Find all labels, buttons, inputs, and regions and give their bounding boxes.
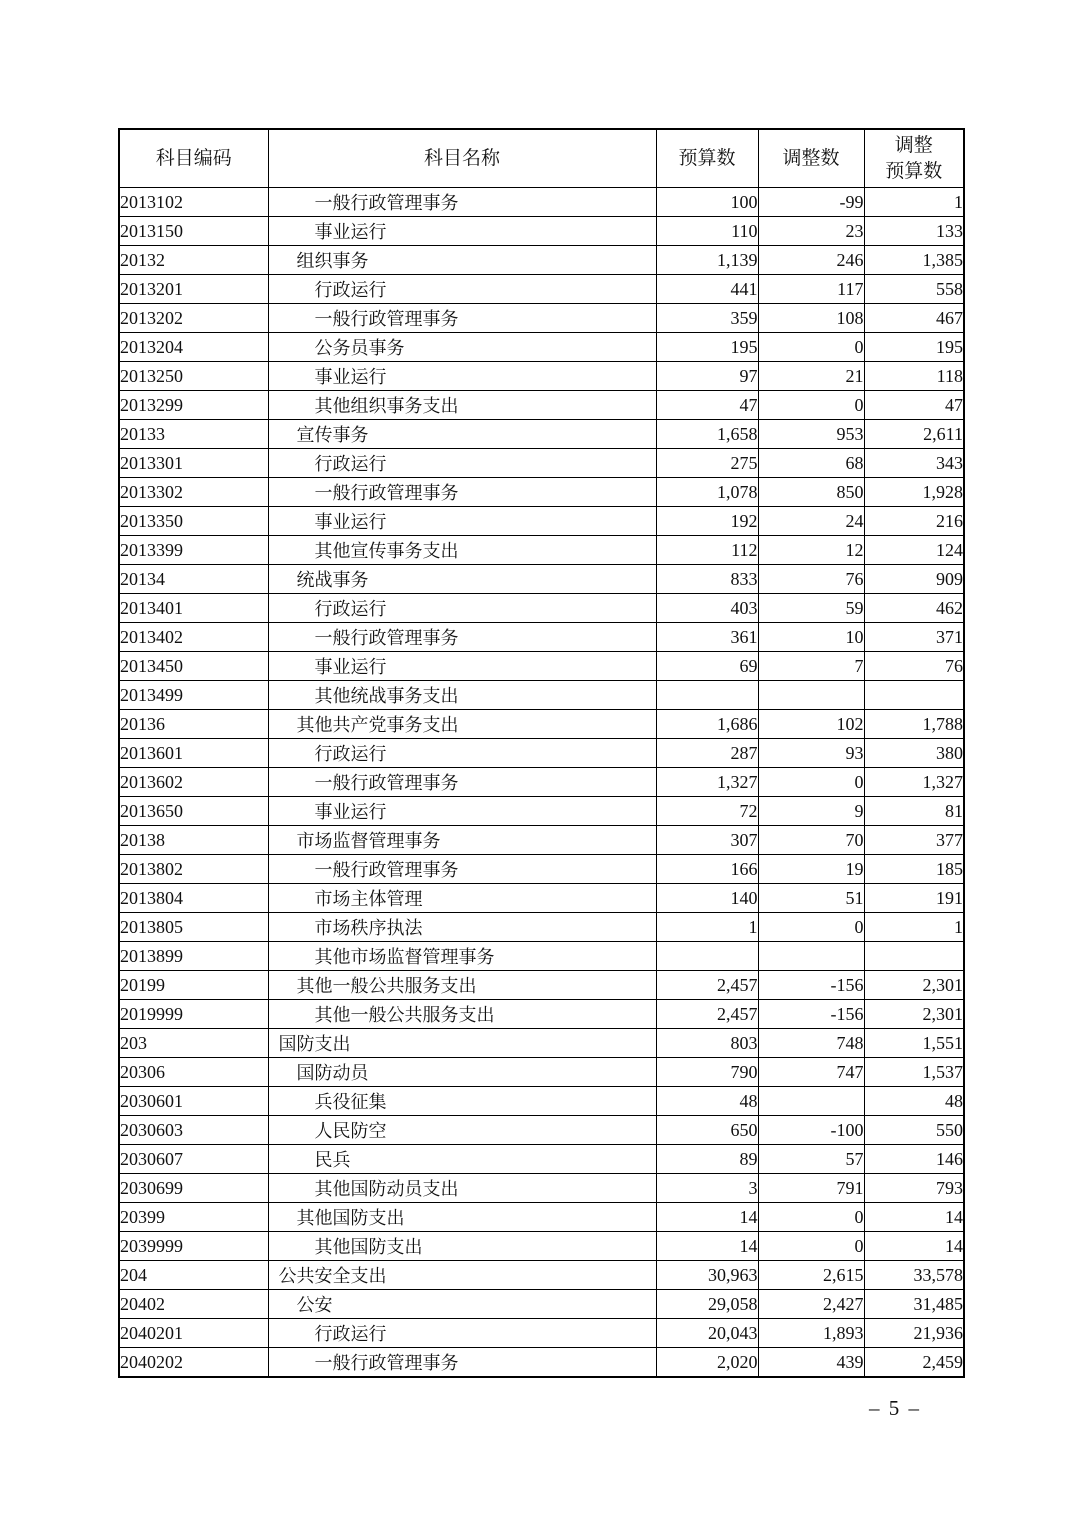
adjusted-budget-cell: 33,578	[864, 1261, 964, 1290]
adjusted-budget-cell: 2,301	[864, 971, 964, 1000]
adjusted-budget-cell: 1,928	[864, 478, 964, 507]
header-adjusted-budget-line2: 预算数	[885, 160, 943, 182]
subject-code-cell: 204	[119, 1261, 268, 1290]
adjusted-budget-cell: 1	[864, 913, 964, 942]
header-row	[119, 129, 964, 188]
adjustment-cell: 59	[758, 594, 864, 623]
budget-cell: 441	[656, 275, 758, 304]
budget-cell: 790	[656, 1058, 758, 1087]
table-row	[119, 1203, 964, 1232]
adjustment-cell: 0	[758, 913, 864, 942]
subject-code-cell: 2013499	[119, 681, 268, 710]
budget-cell: 2,457	[656, 1000, 758, 1029]
adjustment-cell: 850	[758, 478, 864, 507]
table-row	[119, 217, 964, 246]
budget-cell: 275	[656, 449, 758, 478]
subject-code-cell: 2013805	[119, 913, 268, 942]
budget-cell: 1,139	[656, 246, 758, 275]
adjustment-cell: 93	[758, 739, 864, 768]
table-row	[119, 362, 964, 391]
adjusted-budget-cell: 191	[864, 884, 964, 913]
header-subject-code: 科目编码	[119, 129, 268, 188]
adjusted-budget-cell	[864, 942, 964, 971]
subject-name-cell: 行政运行	[268, 449, 656, 478]
subject-name-cell: 国防动员	[268, 1058, 656, 1087]
adjustment-cell: 12	[758, 536, 864, 565]
adjustment-cell: 68	[758, 449, 864, 478]
table-row	[119, 536, 964, 565]
table-row	[119, 1029, 964, 1058]
subject-name-cell: 其他一般公共服务支出	[268, 1000, 656, 1029]
subject-name-cell: 其他统战事务支出	[268, 681, 656, 710]
adjusted-budget-cell: 146	[864, 1145, 964, 1174]
budget-cell: 20,043	[656, 1319, 758, 1348]
adjustment-cell	[758, 681, 864, 710]
table-row	[119, 652, 964, 681]
subject-code-cell: 2013204	[119, 333, 268, 362]
subject-name-cell: 民兵	[268, 1145, 656, 1174]
header-subject-name: 科目名称	[268, 129, 656, 188]
budget-cell: 3	[656, 1174, 758, 1203]
subject-name-cell: 公务员事务	[268, 333, 656, 362]
table-row	[119, 1290, 964, 1319]
budget-cell: 69	[656, 652, 758, 681]
subject-code-cell: 2013202	[119, 304, 268, 333]
table-header	[119, 129, 964, 188]
adjusted-budget-cell: 380	[864, 739, 964, 768]
budget-cell	[656, 942, 758, 971]
adjusted-budget-cell: 76	[864, 652, 964, 681]
adjusted-budget-cell: 124	[864, 536, 964, 565]
subject-code-cell: 2013250	[119, 362, 268, 391]
table-row	[119, 449, 964, 478]
adjustment-cell: 0	[758, 1203, 864, 1232]
table-row	[119, 246, 964, 275]
adjustment-cell: 19	[758, 855, 864, 884]
subject-code-cell: 20134	[119, 565, 268, 594]
header-adjusted-budget	[864, 129, 964, 188]
adjustment-cell: 70	[758, 826, 864, 855]
budget-cell: 47	[656, 391, 758, 420]
table-row	[119, 565, 964, 594]
table-row	[119, 623, 964, 652]
adjustment-cell: 108	[758, 304, 864, 333]
budget-cell: 2,020	[656, 1348, 758, 1378]
subject-name-cell: 其他宣传事务支出	[268, 536, 656, 565]
table-row	[119, 1174, 964, 1203]
table-row	[119, 797, 964, 826]
subject-name-cell: 一般行政管理事务	[268, 623, 656, 652]
adjusted-budget-cell: 14	[864, 1232, 964, 1261]
subject-name-cell: 事业运行	[268, 507, 656, 536]
subject-code-cell: 2013102	[119, 188, 268, 217]
adjusted-budget-cell: 377	[864, 826, 964, 855]
budget-cell: 359	[656, 304, 758, 333]
subject-code-cell: 20399	[119, 1203, 268, 1232]
adjustment-cell: 246	[758, 246, 864, 275]
budget-cell: 112	[656, 536, 758, 565]
budget-cell: 2,457	[656, 971, 758, 1000]
budget-cell: 48	[656, 1087, 758, 1116]
subject-code-cell: 2019999	[119, 1000, 268, 1029]
adjustment-cell: 102	[758, 710, 864, 739]
adjusted-budget-cell: 1,537	[864, 1058, 964, 1087]
table-row	[119, 1348, 964, 1378]
table-row	[119, 855, 964, 884]
subject-code-cell: 2013150	[119, 217, 268, 246]
table-row	[119, 1087, 964, 1116]
adjusted-budget-cell: 462	[864, 594, 964, 623]
adjusted-budget-cell: 81	[864, 797, 964, 826]
budget-cell: 166	[656, 855, 758, 884]
budget-cell: 72	[656, 797, 758, 826]
budget-cell: 110	[656, 217, 758, 246]
adjustment-cell: 21	[758, 362, 864, 391]
adjusted-budget-cell: 550	[864, 1116, 964, 1145]
budget-cell: 1,078	[656, 478, 758, 507]
subject-name-cell: 其他国防动员支出	[268, 1174, 656, 1203]
subject-code-cell: 20133	[119, 420, 268, 449]
subject-name-cell: 其他一般公共服务支出	[268, 971, 656, 1000]
budget-cell: 361	[656, 623, 758, 652]
adjustment-cell: 24	[758, 507, 864, 536]
subject-code-cell: 2040202	[119, 1348, 268, 1378]
table-body	[119, 188, 964, 1378]
subject-name-cell: 事业运行	[268, 652, 656, 681]
adjustment-cell: 953	[758, 420, 864, 449]
adjusted-budget-cell: 118	[864, 362, 964, 391]
subject-code-cell: 2013899	[119, 942, 268, 971]
table-row	[119, 1261, 964, 1290]
table-row	[119, 188, 964, 217]
subject-code-cell: 2013650	[119, 797, 268, 826]
table-row	[119, 971, 964, 1000]
adjustment-cell: 7	[758, 652, 864, 681]
subject-code-cell: 2013399	[119, 536, 268, 565]
subject-code-cell: 20306	[119, 1058, 268, 1087]
subject-code-cell: 2013602	[119, 768, 268, 797]
table-row	[119, 1319, 964, 1348]
adjusted-budget-cell: 1	[864, 188, 964, 217]
adjusted-budget-cell: 343	[864, 449, 964, 478]
subject-name-cell: 市场主体管理	[268, 884, 656, 913]
budget-cell: 140	[656, 884, 758, 913]
table-row	[119, 391, 964, 420]
budget-cell: 195	[656, 333, 758, 362]
header-budget: 预算数	[656, 129, 758, 188]
adjusted-budget-cell: 1,327	[864, 768, 964, 797]
adjustment-cell: -100	[758, 1116, 864, 1145]
budget-cell: 97	[656, 362, 758, 391]
subject-name-cell: 一般行政管理事务	[268, 188, 656, 217]
subject-name-cell: 国防支出	[268, 1029, 656, 1058]
subject-name-cell: 行政运行	[268, 739, 656, 768]
subject-name-cell: 一般行政管理事务	[268, 304, 656, 333]
subject-code-cell: 2039999	[119, 1232, 268, 1261]
subject-code-cell: 2013450	[119, 652, 268, 681]
subject-name-cell: 行政运行	[268, 1319, 656, 1348]
budget-cell: 307	[656, 826, 758, 855]
adjusted-budget-cell: 1,788	[864, 710, 964, 739]
adjustment-cell: 117	[758, 275, 864, 304]
subject-name-cell: 公共安全支出	[268, 1261, 656, 1290]
adjusted-budget-cell: 195	[864, 333, 964, 362]
subject-code-cell: 2030603	[119, 1116, 268, 1145]
adjustment-cell: 748	[758, 1029, 864, 1058]
subject-code-cell: 2013350	[119, 507, 268, 536]
budget-cell: 833	[656, 565, 758, 594]
subject-code-cell: 2030607	[119, 1145, 268, 1174]
table-row	[119, 507, 964, 536]
subject-name-cell: 事业运行	[268, 362, 656, 391]
subject-code-cell: 2013401	[119, 594, 268, 623]
subject-name-cell: 事业运行	[268, 797, 656, 826]
subject-code-cell: 20138	[119, 826, 268, 855]
budget-cell: 29,058	[656, 1290, 758, 1319]
adjustment-cell	[758, 942, 864, 971]
adjusted-budget-cell: 558	[864, 275, 964, 304]
subject-name-cell: 其他共产党事务支出	[268, 710, 656, 739]
adjustment-cell: 57	[758, 1145, 864, 1174]
subject-code-cell: 2013201	[119, 275, 268, 304]
header-adjusted-budget-line1: 调整	[894, 134, 933, 156]
subject-name-cell: 一般行政管理事务	[268, 855, 656, 884]
adjusted-budget-cell: 185	[864, 855, 964, 884]
subject-name-cell: 其他国防支出	[268, 1232, 656, 1261]
adjusted-budget-cell: 14	[864, 1203, 964, 1232]
adjusted-budget-cell: 2,459	[864, 1348, 964, 1378]
table-row	[119, 710, 964, 739]
adjusted-budget-cell: 1,551	[864, 1029, 964, 1058]
adjustment-cell	[758, 1087, 864, 1116]
subject-code-cell: 2030601	[119, 1087, 268, 1116]
budget-cell: 89	[656, 1145, 758, 1174]
adjustment-cell: 23	[758, 217, 864, 246]
subject-code-cell: 2013802	[119, 855, 268, 884]
subject-name-cell: 兵役征集	[268, 1087, 656, 1116]
table-row	[119, 681, 964, 710]
budget-cell: 30,963	[656, 1261, 758, 1290]
budget-cell: 1,327	[656, 768, 758, 797]
adjustment-cell: 439	[758, 1348, 864, 1378]
adjustment-cell: 747	[758, 1058, 864, 1087]
adjustment-cell: 0	[758, 768, 864, 797]
table-row	[119, 304, 964, 333]
budget-cell: 287	[656, 739, 758, 768]
budget-cell: 192	[656, 507, 758, 536]
table-row	[119, 739, 964, 768]
table-row	[119, 1058, 964, 1087]
budget-cell: 14	[656, 1203, 758, 1232]
budget-cell: 1,658	[656, 420, 758, 449]
subject-code-cell: 203	[119, 1029, 268, 1058]
adjusted-budget-cell: 2,301	[864, 1000, 964, 1029]
adjusted-budget-cell: 31,485	[864, 1290, 964, 1319]
budget-cell: 100	[656, 188, 758, 217]
adjustment-cell: 0	[758, 333, 864, 362]
adjustment-cell: 0	[758, 1232, 864, 1261]
subject-code-cell: 2013402	[119, 623, 268, 652]
subject-code-cell: 2013302	[119, 478, 268, 507]
table-row	[119, 333, 964, 362]
adjusted-budget-cell: 48	[864, 1087, 964, 1116]
budget-cell: 1	[656, 913, 758, 942]
adjustment-cell: 76	[758, 565, 864, 594]
subject-name-cell: 市场秩序执法	[268, 913, 656, 942]
subject-name-cell: 其他组织事务支出	[268, 391, 656, 420]
subject-name-cell: 事业运行	[268, 217, 656, 246]
budget-table	[118, 128, 965, 1378]
adjusted-budget-cell: 47	[864, 391, 964, 420]
adjusted-budget-cell: 371	[864, 623, 964, 652]
table-row	[119, 1116, 964, 1145]
table-row	[119, 913, 964, 942]
budget-cell: 803	[656, 1029, 758, 1058]
subject-name-cell: 行政运行	[268, 275, 656, 304]
table-row	[119, 1232, 964, 1261]
budget-cell: 403	[656, 594, 758, 623]
subject-code-cell: 2013804	[119, 884, 268, 913]
adjusted-budget-cell: 21,936	[864, 1319, 964, 1348]
adjustment-cell: 10	[758, 623, 864, 652]
adjusted-budget-cell: 909	[864, 565, 964, 594]
budget-cell	[656, 681, 758, 710]
adjustment-cell: 2,615	[758, 1261, 864, 1290]
subject-name-cell: 公安	[268, 1290, 656, 1319]
subject-name-cell: 一般行政管理事务	[268, 1348, 656, 1378]
adjustment-cell: -99	[758, 188, 864, 217]
adjusted-budget-cell: 133	[864, 217, 964, 246]
subject-name-cell: 人民防空	[268, 1116, 656, 1145]
table-row	[119, 826, 964, 855]
adjusted-budget-cell	[864, 681, 964, 710]
subject-code-cell: 20132	[119, 246, 268, 275]
adjusted-budget-cell: 1,385	[864, 246, 964, 275]
subject-code-cell: 2013301	[119, 449, 268, 478]
subject-name-cell: 一般行政管理事务	[268, 768, 656, 797]
adjustment-cell: 51	[758, 884, 864, 913]
adjustment-cell: -156	[758, 971, 864, 1000]
adjustment-cell: -156	[758, 1000, 864, 1029]
subject-name-cell: 其他市场监督管理事务	[268, 942, 656, 971]
adjustment-cell: 0	[758, 391, 864, 420]
table-row	[119, 478, 964, 507]
adjustment-cell: 9	[758, 797, 864, 826]
budget-cell: 14	[656, 1232, 758, 1261]
subject-code-cell: 2030699	[119, 1174, 268, 1203]
table-row	[119, 1000, 964, 1029]
table-row	[119, 594, 964, 623]
budget-cell: 650	[656, 1116, 758, 1145]
table-row	[119, 884, 964, 913]
adjusted-budget-cell: 216	[864, 507, 964, 536]
adjusted-budget-cell: 2,611	[864, 420, 964, 449]
subject-code-cell: 2013299	[119, 391, 268, 420]
subject-name-cell: 行政运行	[268, 594, 656, 623]
adjusted-budget-cell: 793	[864, 1174, 964, 1203]
adjustment-cell: 1,893	[758, 1319, 864, 1348]
subject-code-cell: 2013601	[119, 739, 268, 768]
subject-name-cell: 统战事务	[268, 565, 656, 594]
table-row	[119, 942, 964, 971]
adjustment-cell: 791	[758, 1174, 864, 1203]
table-row	[119, 768, 964, 797]
subject-name-cell: 组织事务	[268, 246, 656, 275]
header-adjustment: 调整数	[758, 129, 864, 188]
adjusted-budget-cell: 467	[864, 304, 964, 333]
subject-name-cell: 市场监督管理事务	[268, 826, 656, 855]
budget-cell: 1,686	[656, 710, 758, 739]
table-row	[119, 1145, 964, 1174]
subject-code-cell: 20402	[119, 1290, 268, 1319]
adjustment-cell: 2,427	[758, 1290, 864, 1319]
subject-code-cell: 2040201	[119, 1319, 268, 1348]
subject-code-cell: 20136	[119, 710, 268, 739]
subject-name-cell: 宣传事务	[268, 420, 656, 449]
table-row	[119, 420, 964, 449]
page-number: – 5 –	[869, 1396, 921, 1420]
subject-code-cell: 20199	[119, 971, 268, 1000]
subject-name-cell: 其他国防支出	[268, 1203, 656, 1232]
table-row	[119, 275, 964, 304]
subject-name-cell: 一般行政管理事务	[268, 478, 656, 507]
